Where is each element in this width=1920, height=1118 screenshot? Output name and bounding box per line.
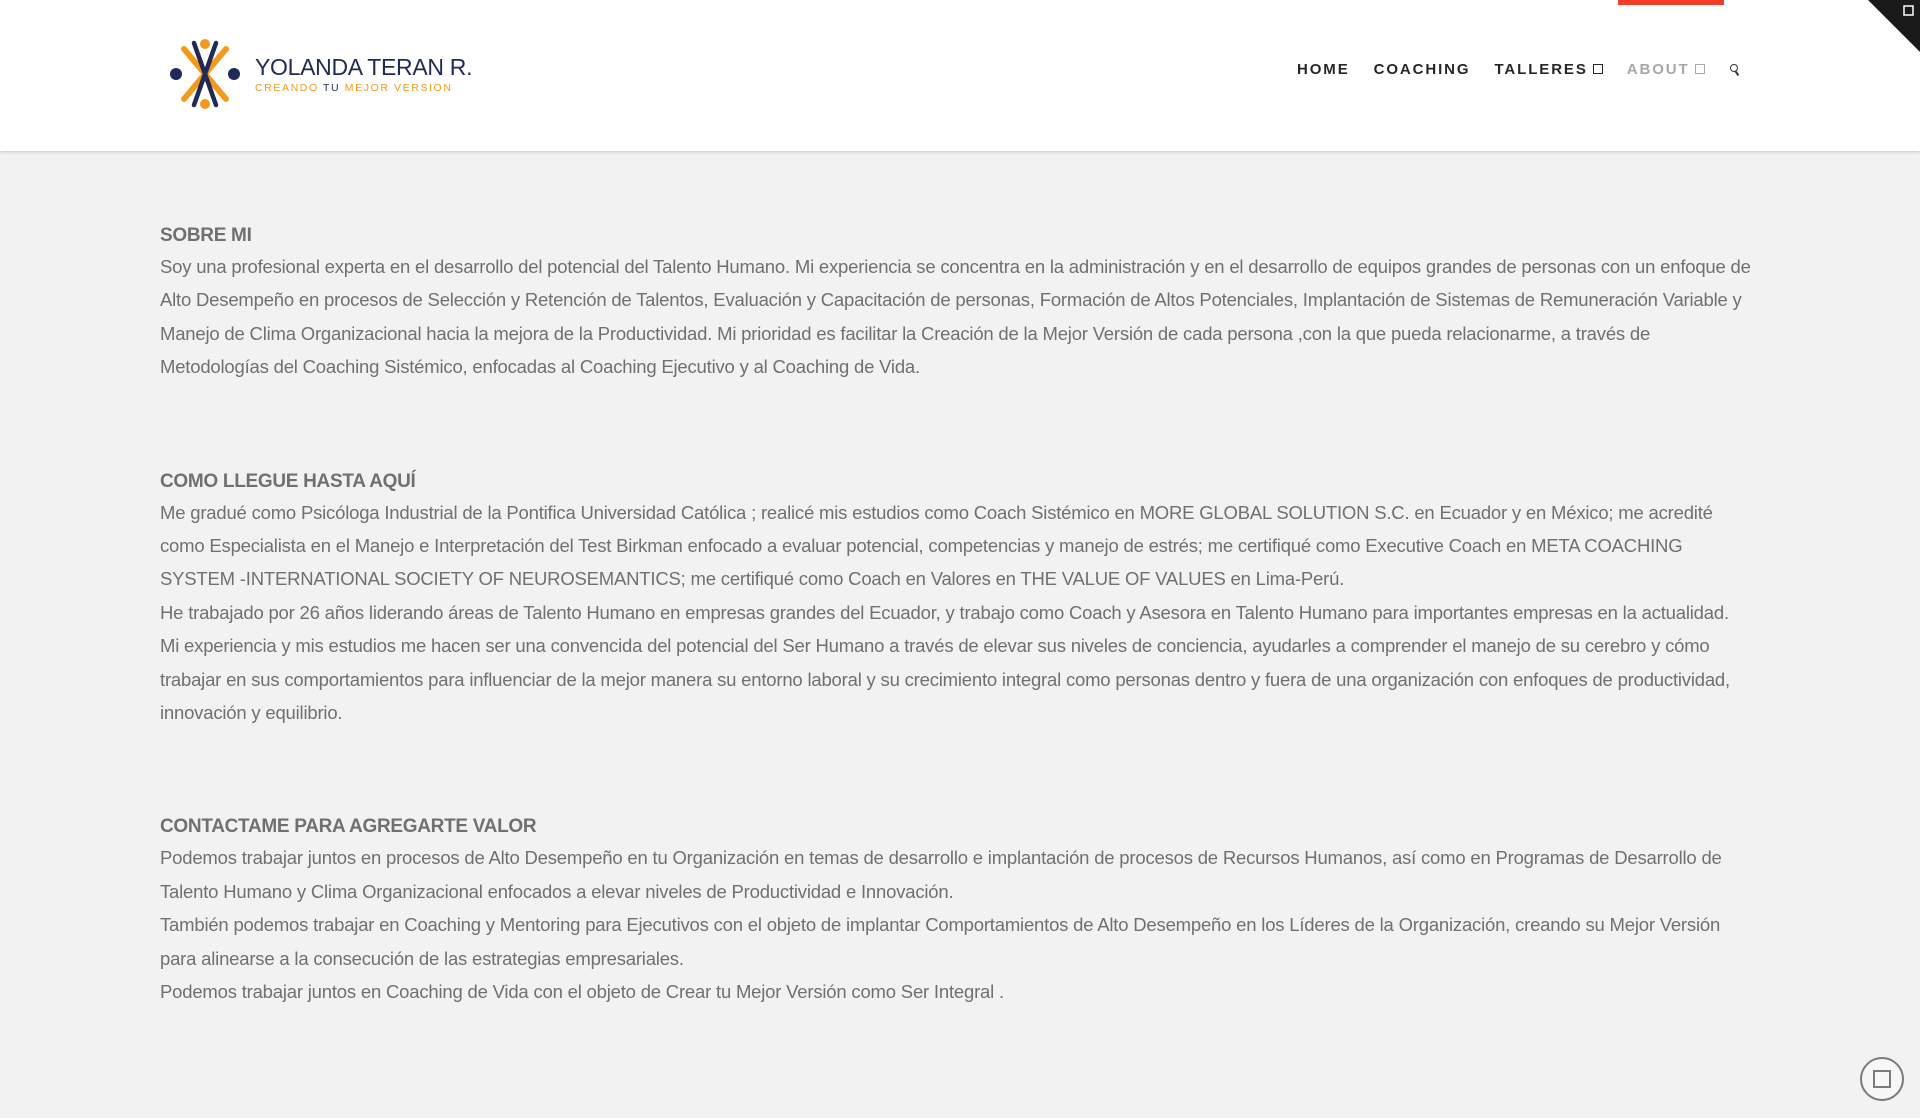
nav-active-indicator xyxy=(1618,0,1724,5)
logo-mark-icon xyxy=(168,37,242,111)
masthead xyxy=(0,0,1920,151)
section-contactame xyxy=(160,813,1760,1008)
section-paragraph: Podemos trabajar juntos en procesos de Alto Desempeño en tu Organización en temas de desarrollo e implantación de procesos de Recursos Humanos, así como en Programas de Desarrollo de Talento Humano y Clima Organizacional enfocados a elevar niveles de Productividad e Innovación. xyxy=(160,847,1722,902)
brand-name: YOLANDA TERAN R. xyxy=(255,54,473,80)
section-title: CONTACTAME PARA AGREGARTE VALOR xyxy=(160,816,537,838)
nav-item-label: TALLERES xyxy=(1494,60,1588,78)
nav-item-label: HOME xyxy=(1297,60,1350,78)
tagline-end: MEJOR VERSION xyxy=(344,82,453,94)
logo-text xyxy=(255,55,472,95)
section-paragraph: Podemos trabajar juntos en Coaching de Vida con el objeto de Crear tu Mejor Versión como Ser Integral . xyxy=(160,981,1004,1003)
tagline-start: CREANDO xyxy=(255,82,319,94)
nav-item-about[interactable] xyxy=(1627,61,1705,78)
nav-item-label: COACHING xyxy=(1373,60,1471,78)
section-como-llegue xyxy=(160,468,1760,730)
brand-tagline xyxy=(255,81,472,95)
section-paragraph: Mi experiencia y mis estudios me hacen ser una convencida del potencial del Ser Humano a través de elevar sus niveles de conciencia, ayudarles a comprender el manejo de su cerebro y cómo trabajar en sus comportamientos para influenciar de la mejor manera su entorno laboral y su crecimiento integral como personas dentro y fuera de una organización con enfoques de productividad, innovación y equilibrio. xyxy=(160,635,1730,724)
nav-item-label: ABOUT xyxy=(1626,60,1690,78)
submenu-indicator-icon xyxy=(1593,64,1603,74)
nav-item-talleres[interactable] xyxy=(1494,61,1602,78)
nav-item-coaching[interactable] xyxy=(1374,61,1471,78)
tagline-highlight: TU xyxy=(323,82,341,94)
about-content xyxy=(160,222,1760,1009)
section-paragraph: He trabajado por 26 años liderando áreas de Talento Humano en empresas grandes del Ecuador, y trabajo como Coach y Asesora en Talento Humano para importantes empresas en la actualidad. xyxy=(160,601,1729,623)
site-logo[interactable] xyxy=(168,37,473,111)
section-title: SOBRE MI xyxy=(160,225,252,246)
search-icon[interactable] xyxy=(1729,62,1741,76)
section-title: COMO LLEGUE HASTA AQUÍ xyxy=(160,470,416,492)
nav-item-home[interactable] xyxy=(1297,61,1350,78)
section-sobre-mi xyxy=(160,222,1760,384)
back-to-top-button[interactable] xyxy=(1860,1057,1904,1101)
main-nav xyxy=(1297,58,1741,80)
back-to-top-icon xyxy=(1873,1070,1891,1088)
corner-toggle-icon[interactable] xyxy=(1868,0,1920,52)
section-paragraph: Soy una profesional experta en el desarrollo del potencial del Talento Humano. Mi experiencia se concentra en la administración y en el desarrollo de equipos grandes de personas con un enfoque de Alto Desempeño en procesos de Selección y Retención de Talentos, Evaluación y Capacitación de personas, Formación de Altos Potenciales, Implantación de Sistemas de Remuneración Variable y Manejo de Clima Organizacional hacia la mejora de la Productividad. Mi prioridad es facilitar la Creación de la Mejor Versión de cada persona ,con la que pueda relacionarme, a través de Metodologías del Coaching Sistémico, enfocadas al Coaching Ejecutivo y al Coaching de Vida. xyxy=(160,256,1751,378)
section-paragraph: También podemos trabajar en Coaching y Mentoring para Ejecutivos con el objeto de implantar Comportamientos de Alto Desempeño en los Líderes de la Organización, creando su Mejor Versión para alinearse a la consecución de las estrategias empresariales. xyxy=(160,914,1721,969)
submenu-indicator-icon xyxy=(1695,64,1705,74)
section-paragraph: Me gradué como Psicóloga Industrial de la Pontifica Universidad Católica ; realicé mis estudios como Coach Sistémico en MORE GLOBAL SOLUTION S.C. en Ecuador y en México; me acredité como Especialista en el Manejo e Interpretación del Test Birkman enfocado a evaluar potencial, competencias y manejo de estrés; me certifiqué como Executive Coach en META COACHING SYSTEM -INTERNATIONAL SOCIETY OF NEUROSEMANTICS; me certifiqué como Coach en Valores en THE VALUE OF VALUES en Lima-Perú. xyxy=(160,501,1713,590)
search-icon-handle xyxy=(1734,71,1738,76)
